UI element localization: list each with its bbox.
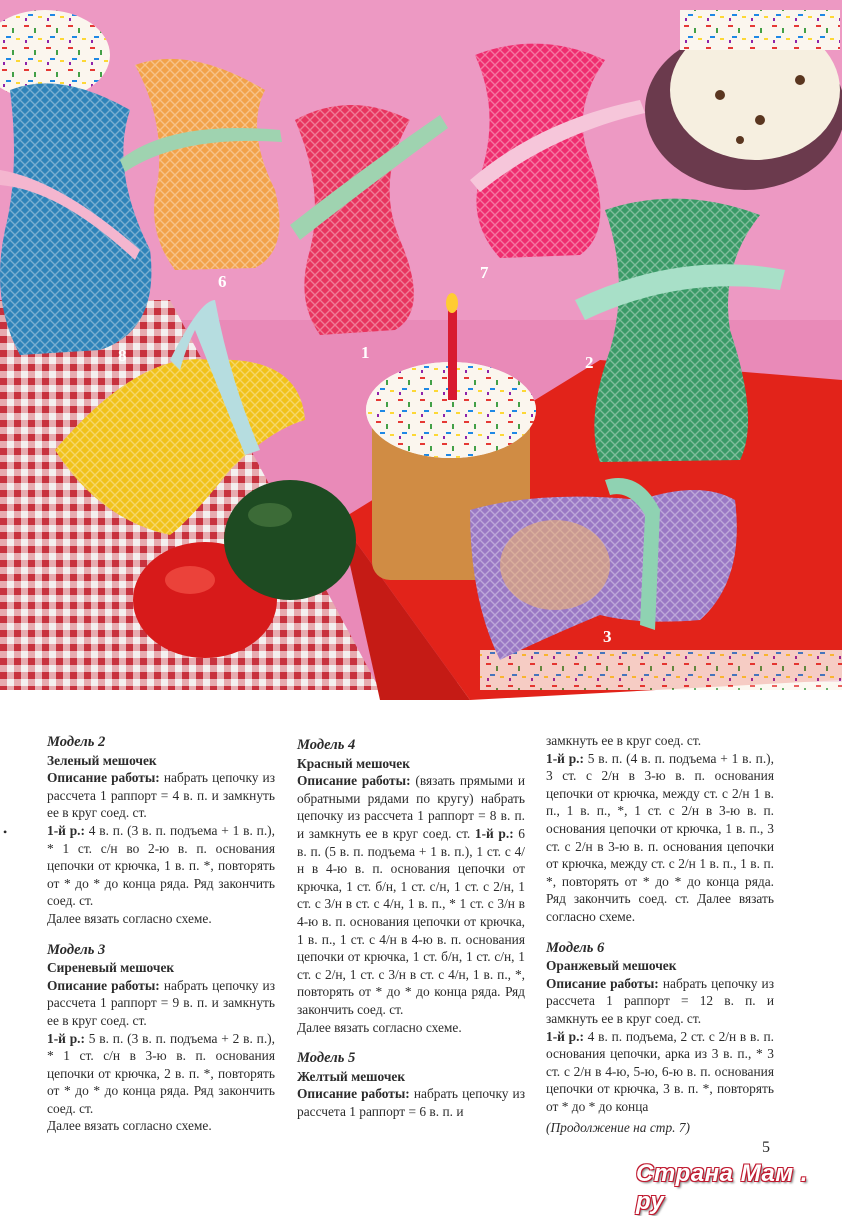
model-3-scheme-note: Далее вязать согласно схеме. — [47, 1118, 212, 1134]
model-5-section — [297, 1050, 525, 1120]
page-number: 5 — [762, 1139, 770, 1156]
column-2 — [297, 737, 525, 1134]
model-2-description: Описание работы: набрать цепочку из рассчета 1 раппорт = 4 в. п. и замкнуть ее в круг соед. ст. — [47, 770, 276, 821]
photo-label-1: 1 — [361, 343, 370, 362]
model-2-scheme-note: Далее вязать согласно схеме. — [47, 910, 212, 926]
model-2-name: Зеленый мешочек — [47, 752, 157, 768]
model-4-title: Модель 4 — [297, 737, 356, 753]
model-3-title: Модель 3 — [47, 941, 106, 958]
model-6-row-1: 1-й р.: 4 в. п. подъема, 2 ст. с 2/н в в. п. основания цепочки, арка из 3 в. п., * 3 ст. с 2/н в 4-ю, 5-ю, 6-ю в. п. основания цепочки от крючка, 3 в. п. *, повторять от * до * до конца — [546, 1028, 774, 1114]
photo-label-2: 2 — [585, 353, 594, 372]
green-egg — [224, 480, 356, 600]
model-3-description: Описание работы: набрать цепочку из рассчета 1 раппорт = 9 в. п. и замкнуть ее в круг соед. ст. — [47, 977, 276, 1028]
model-5-closing: замкнуть ее в круг соед. ст. — [546, 733, 702, 748]
model-3-section — [47, 942, 275, 1136]
model-5-continued — [546, 732, 774, 926]
model-4-section — [297, 737, 525, 1036]
photo-label-7: 7 — [480, 263, 489, 282]
watermark-logo: Страна Мам . ру — [636, 1160, 808, 1215]
model-2-row-1: 1-й р.: 4 в. п. (3 в. п. подъема + 1 в. п.), * 1 ст. с/н во 2-ю в. п. основания цепочки от крючка, 1 в. п. *, повторять от * до * до конца ряда. Ряд закончить соед. ст. — [47, 822, 275, 909]
model-4-scheme-note: Далее вязать согласно схеме. — [297, 1019, 462, 1035]
photo-label-3: 3 — [603, 627, 612, 646]
continued-note: (Продолжение на стр. 7) — [546, 1120, 691, 1136]
model-5-title: Модель 5 — [297, 1050, 356, 1067]
model-6-description: Описание работы: набрать цепочку из рассчета 1 раппорт = 12 в. п. и замкнуть ее в круг соед. ст. — [546, 975, 775, 1026]
model-4-description: Описание работы: (вязать прямыми и обратными рядами по кругу) набрать цепочку из рассчета 1 раппорт = 8 в. п. и замкнуть ее в круг соед. ст. 1-й р.: 6 в. п. (5 в. п. подъема + 1 в. п.), 1 ст. с 4/н в 4-ю в. п. основания цепочки от крючка, 1 ст. б/н, 1 ст. с/н, 1 ст. с 2/н, 1 ст. с 3/н в ст. с 4/н, 1 в. п., * 1 ст. с 3/н в 4-ю в. п. основания цепочки от крючка, 1 в. п., 1 ст. с 4/н в 4-ю в. п. основания цепочки от крючка, 1 ст. б/н, 1 ст. с/н, 1 ст. с 2/н, 1 ст. с 3/н в ст. с 4/н, 1 в. п., *, повторять от * до * до конца ряда. Ряд закончить соед. ст. — [297, 773, 525, 1017]
model-5-description: Описание работы: набрать цепочку из рассчета 1 раппорт = 6 в. п. и — [297, 1086, 526, 1119]
model-3-name: Сиреневый мешочек — [47, 960, 175, 976]
model-6-section — [546, 940, 774, 1138]
photo-label-6: 6 — [218, 272, 227, 291]
model-6-title: Модель 6 — [546, 939, 605, 956]
margin-mark: • — [3, 825, 8, 839]
model-2-title: Модель 2 — [47, 734, 106, 750]
photo-label-8: 8 — [118, 346, 127, 365]
model-5-name: Желтый мешочек — [297, 1068, 406, 1084]
model-2-section — [47, 734, 275, 928]
model-6-name: Оранжевый мешочек — [546, 958, 677, 974]
model-3-row-1: 1-й р.: 5 в. п. (3 в. п. подъема + 2 в. п.), * 1 ст. с/н в 3-ю в. п. основания цепочки от крючка, 2 в. п. *, повторять от * до * до конца ряда. Ряд закончить соед. ст. — [47, 1030, 275, 1116]
model-4-name: Красный мешочек — [297, 755, 410, 771]
column-1 — [47, 734, 275, 1149]
model-5-row-1: 1-й р.: 5 в. п. (4 в. п. подъема + 1 в. п.), 3 ст. с 2/н в 3-ю в. п. основания цепочки от крючка, между ст. с 2/н 1 в. п., 1 в. п., *, 1 ст. с 2/н в 3-ю в. п. основания цепочки от крючка, 1 в. п., 3 ст. с 2/н в 3-ю в. п. основания цепочки от крючка, между ст. с 2/н 1 в. п., 1 в. п. *, повторять от * до * до конца ряда. Ряд закончить соед. ст. Далее вязать согласно схеме. — [546, 750, 774, 924]
column-3 — [546, 732, 774, 1151]
